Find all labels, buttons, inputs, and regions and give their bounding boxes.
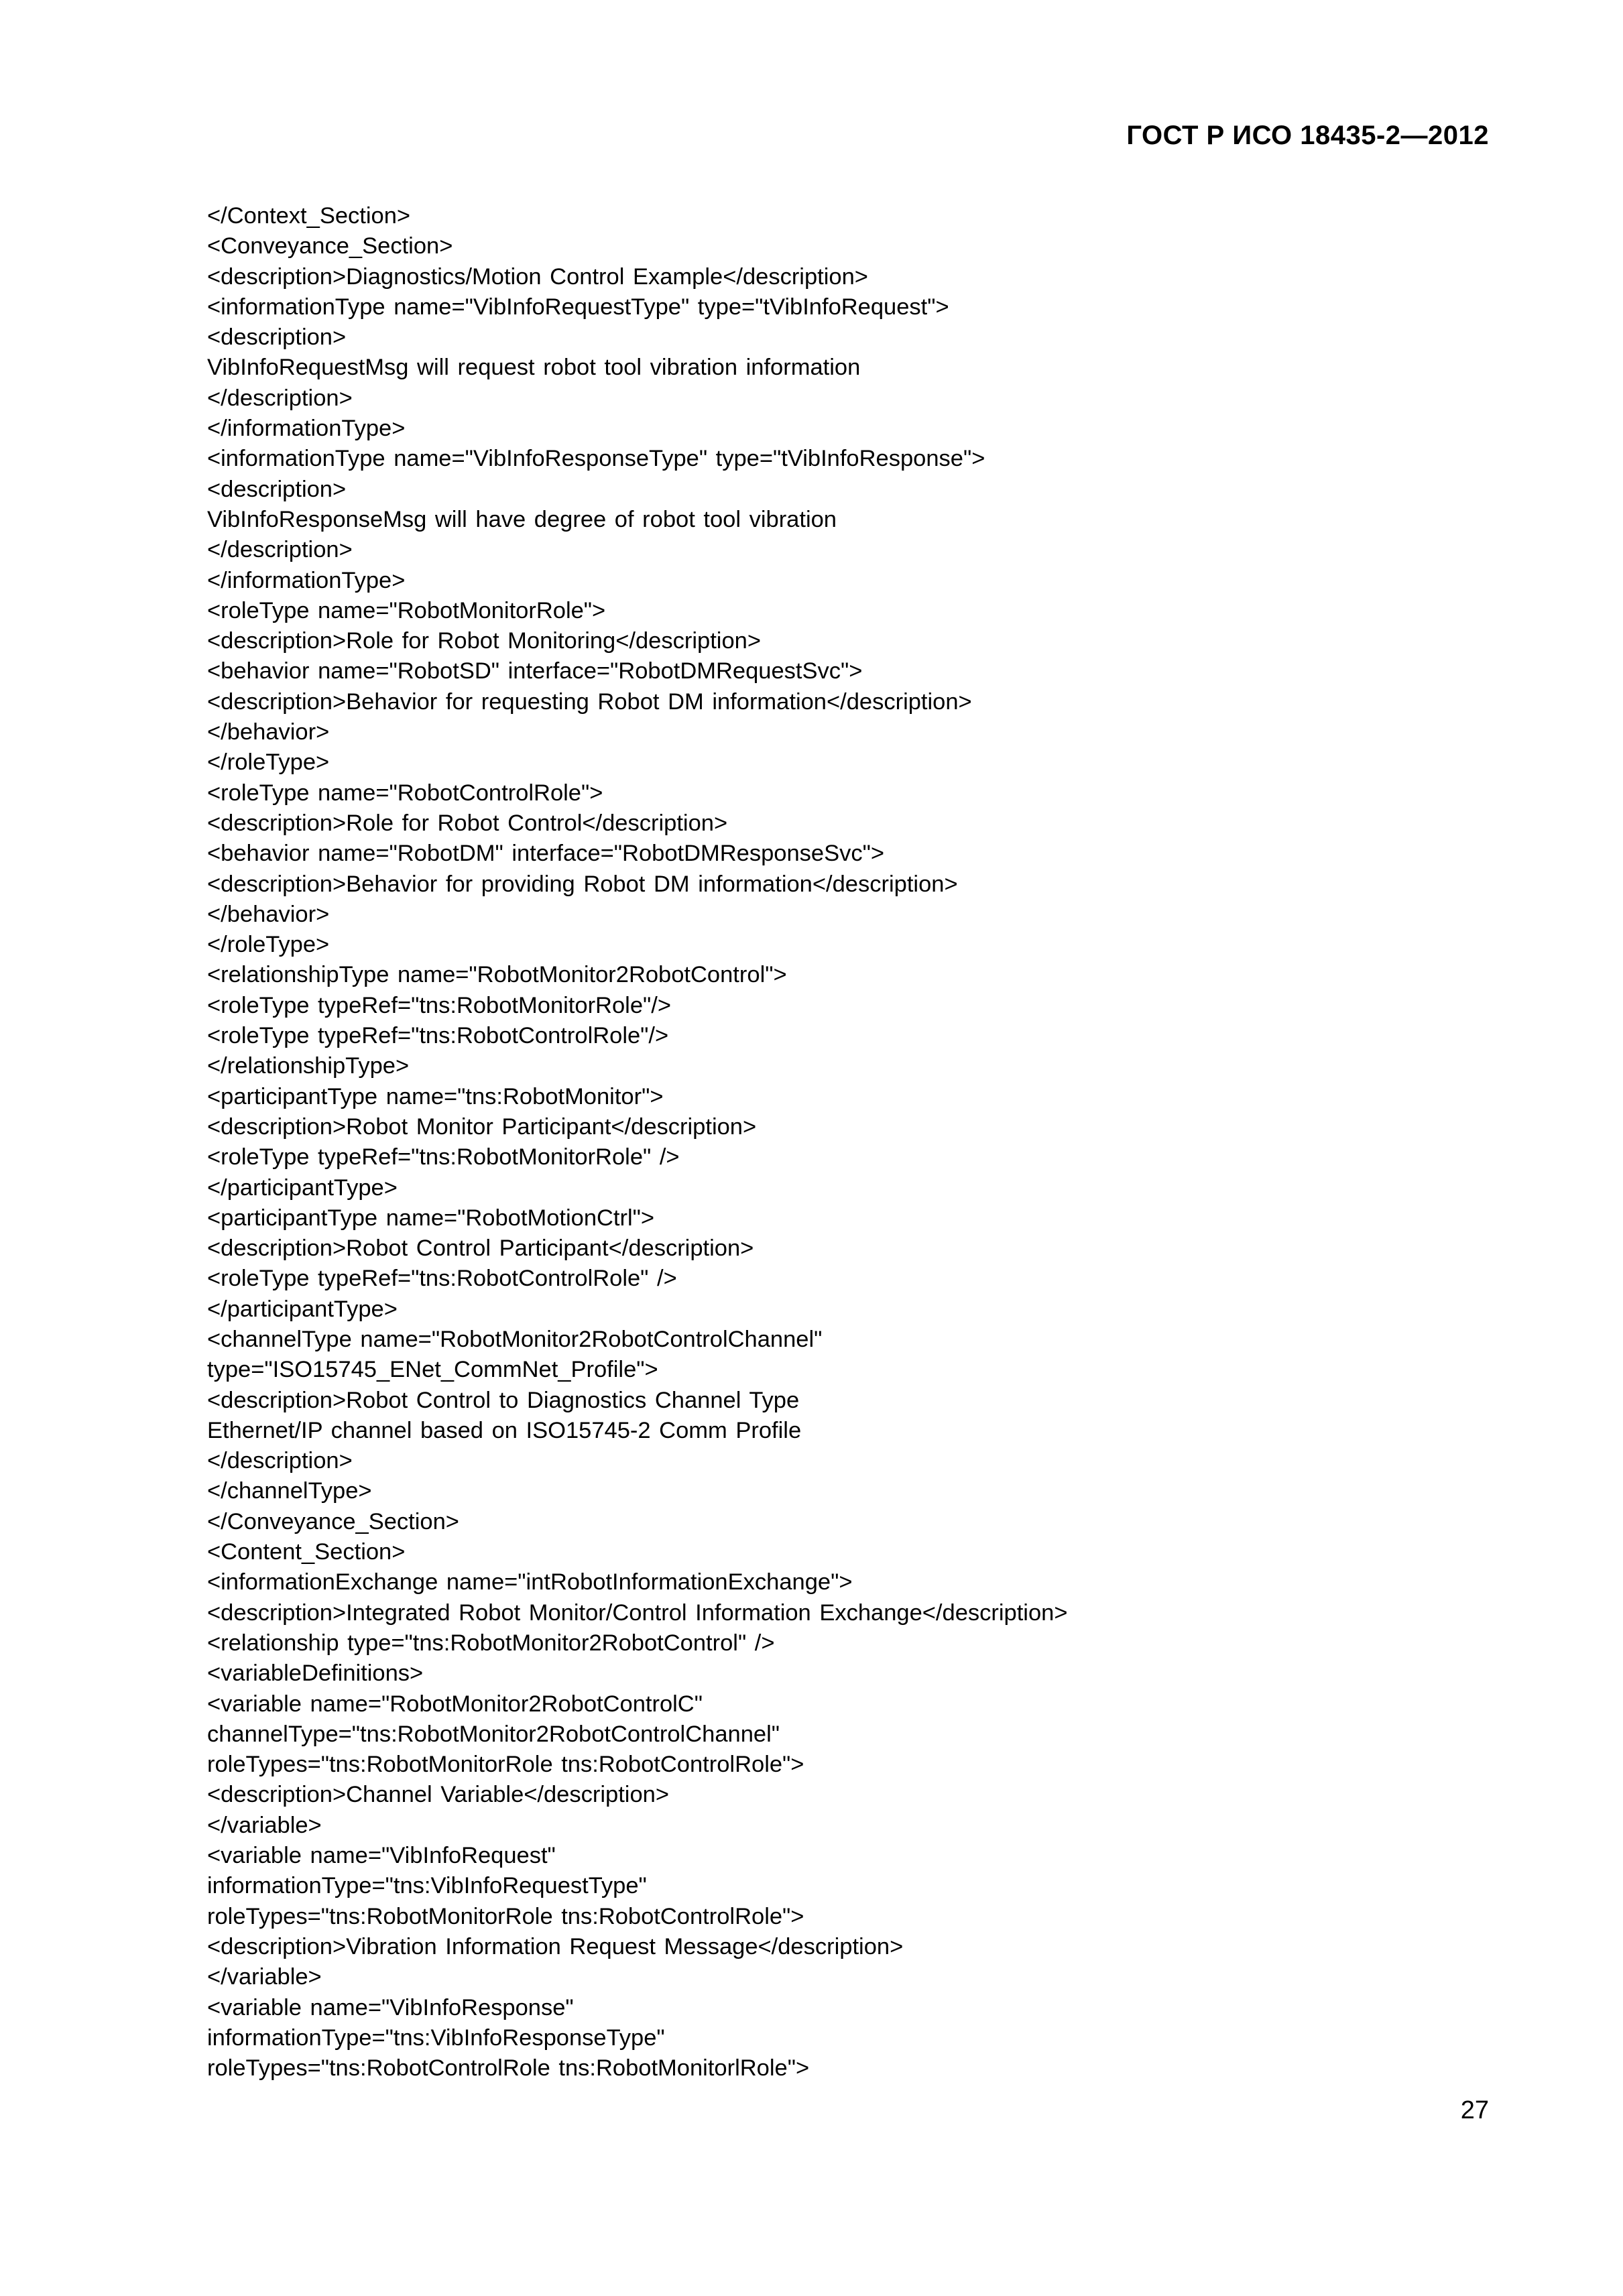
code-line: <Conveyance_Section>	[207, 233, 453, 259]
code-line: <behavior name="RobotDM" interface="RobotDMResponseSvc">	[207, 841, 885, 867]
code-line: </variable>	[207, 1812, 322, 1838]
code-line: </channelType>	[207, 1478, 372, 1504]
code-line: <description>	[207, 324, 347, 351]
code-line: <description>Behavior for providing Robot DM information</description>	[207, 871, 958, 897]
code-line: <roleType typeRef="tns:RobotControlRole" />	[207, 1266, 677, 1292]
code-line: <description>Robot Control to Diagnostics Channel Type	[207, 1387, 800, 1413]
code-line: </participantType>	[207, 1174, 398, 1201]
code-line: <variable name="VibInfoRequest"	[207, 1843, 556, 1869]
code-line: </roleType>	[207, 932, 330, 958]
code-line: <informationExchange name="intRobotInformationExchange">	[207, 1569, 853, 1595]
code-line: informationType="tns:VibInfoRequestType"	[207, 1873, 647, 1899]
code-line: VibInfoRequestMsg will request robot tool vibration information	[207, 355, 861, 381]
document-code: ГОСТ Р ИСО 18435-2—2012	[1126, 121, 1489, 150]
code-line: <roleType typeRef="tns:RobotMonitorRole"/>	[207, 992, 671, 1018]
code-line: </relationshipType>	[207, 1053, 410, 1079]
code-line: <roleType typeRef="tns:RobotControlRole"/>	[207, 1023, 669, 1049]
code-line: </informationType>	[207, 567, 406, 593]
code-line: <participantType name="tns:RobotMonitor">	[207, 1083, 664, 1109]
code-line: </Conveyance_Section>	[207, 1508, 459, 1534]
code-line: <relationshipType name="RobotMonitor2RobotControl">	[207, 962, 787, 988]
code-line: <relationship type="tns:RobotMonitor2RobotControl" />	[207, 1630, 775, 1656]
code-line: <description>Role for Robot Control</description>	[207, 810, 728, 836]
code-line: <description>Role for Robot Monitoring</description>	[207, 628, 761, 654]
code-line: <variable name="RobotMonitor2RobotControlC"	[207, 1691, 703, 1717]
code-line: <participantType name="RobotMotionCtrl">	[207, 1205, 655, 1231]
code-line: </variable>	[207, 1964, 322, 1990]
code-line: roleTypes="tns:RobotMonitorRole tns:RobotControlRole">	[207, 1752, 804, 1778]
code-line: roleTypes="tns:RobotControlRole tns:RobotMonitorlRole">	[207, 2055, 810, 2081]
code-line: <variable name="VibInfoResponse"	[207, 1994, 574, 2020]
code-line: <description>Behavior for requesting Robot DM information</description>	[207, 688, 972, 715]
code-line: <description>	[207, 476, 347, 502]
code-line: </description>	[207, 537, 353, 563]
code-line: </behavior>	[207, 901, 330, 927]
code-line: <Content_Section>	[207, 1539, 406, 1565]
code-line: <variableDefinitions>	[207, 1660, 424, 1687]
code-line: informationType="tns:VibInfoResponseType"	[207, 2025, 665, 2051]
code-line: </participantType>	[207, 1296, 398, 1322]
code-line: Ethernet/IP channel based on ISO15745-2 Comm Profile	[207, 1417, 802, 1443]
code-line: <description>Robot Monitor Participant</description>	[207, 1113, 757, 1140]
code-line: </roleType>	[207, 749, 330, 776]
code-line: <description>Integrated Robot Monitor/Control Information Exchange</description>	[207, 1599, 1068, 1626]
code-line: channelType="tns:RobotMonitor2RobotControlChannel"	[207, 1721, 780, 1747]
code-line: <description>Channel Variable</description>	[207, 1782, 669, 1808]
code-line: type="ISO15745_ENet_CommNet_Profile">	[207, 1357, 658, 1383]
code-line: <behavior name="RobotSD" interface="RobotDMRequestSvc">	[207, 658, 863, 684]
code-line: <description>Robot Control Participant</description>	[207, 1235, 754, 1262]
code-line: <description>Vibration Information Request Message</description>	[207, 1933, 904, 1959]
code-line: VibInfoResponseMsg will have degree of robot tool vibration	[207, 506, 837, 532]
code-line: roleTypes="tns:RobotMonitorRole tns:RobotControlRole">	[207, 1903, 804, 1929]
code-line: <informationType name="VibInfoResponseType" type="tVibInfoResponse">	[207, 446, 985, 472]
code-line: <roleType name="RobotMonitorRole">	[207, 597, 606, 623]
code-line: <channelType name="RobotMonitor2RobotControlChannel"	[207, 1326, 823, 1352]
code-line: <roleType typeRef="tns:RobotMonitorRole" />	[207, 1144, 680, 1170]
code-listing	[207, 201, 1481, 2083]
code-line: </description>	[207, 1448, 353, 1474]
page-number: 27	[1460, 2096, 1489, 2124]
code-line: </description>	[207, 385, 353, 411]
code-line: </informationType>	[207, 416, 406, 442]
code-line: <roleType name="RobotControlRole">	[207, 780, 603, 806]
code-line: </behavior>	[207, 719, 330, 745]
code-line: <description>Diagnostics/Motion Control Example</description>	[207, 263, 868, 290]
code-line: <informationType name="VibInfoRequestType" type="tVibInfoRequest">	[207, 294, 949, 320]
code-line: </Context_Section>	[207, 203, 411, 229]
